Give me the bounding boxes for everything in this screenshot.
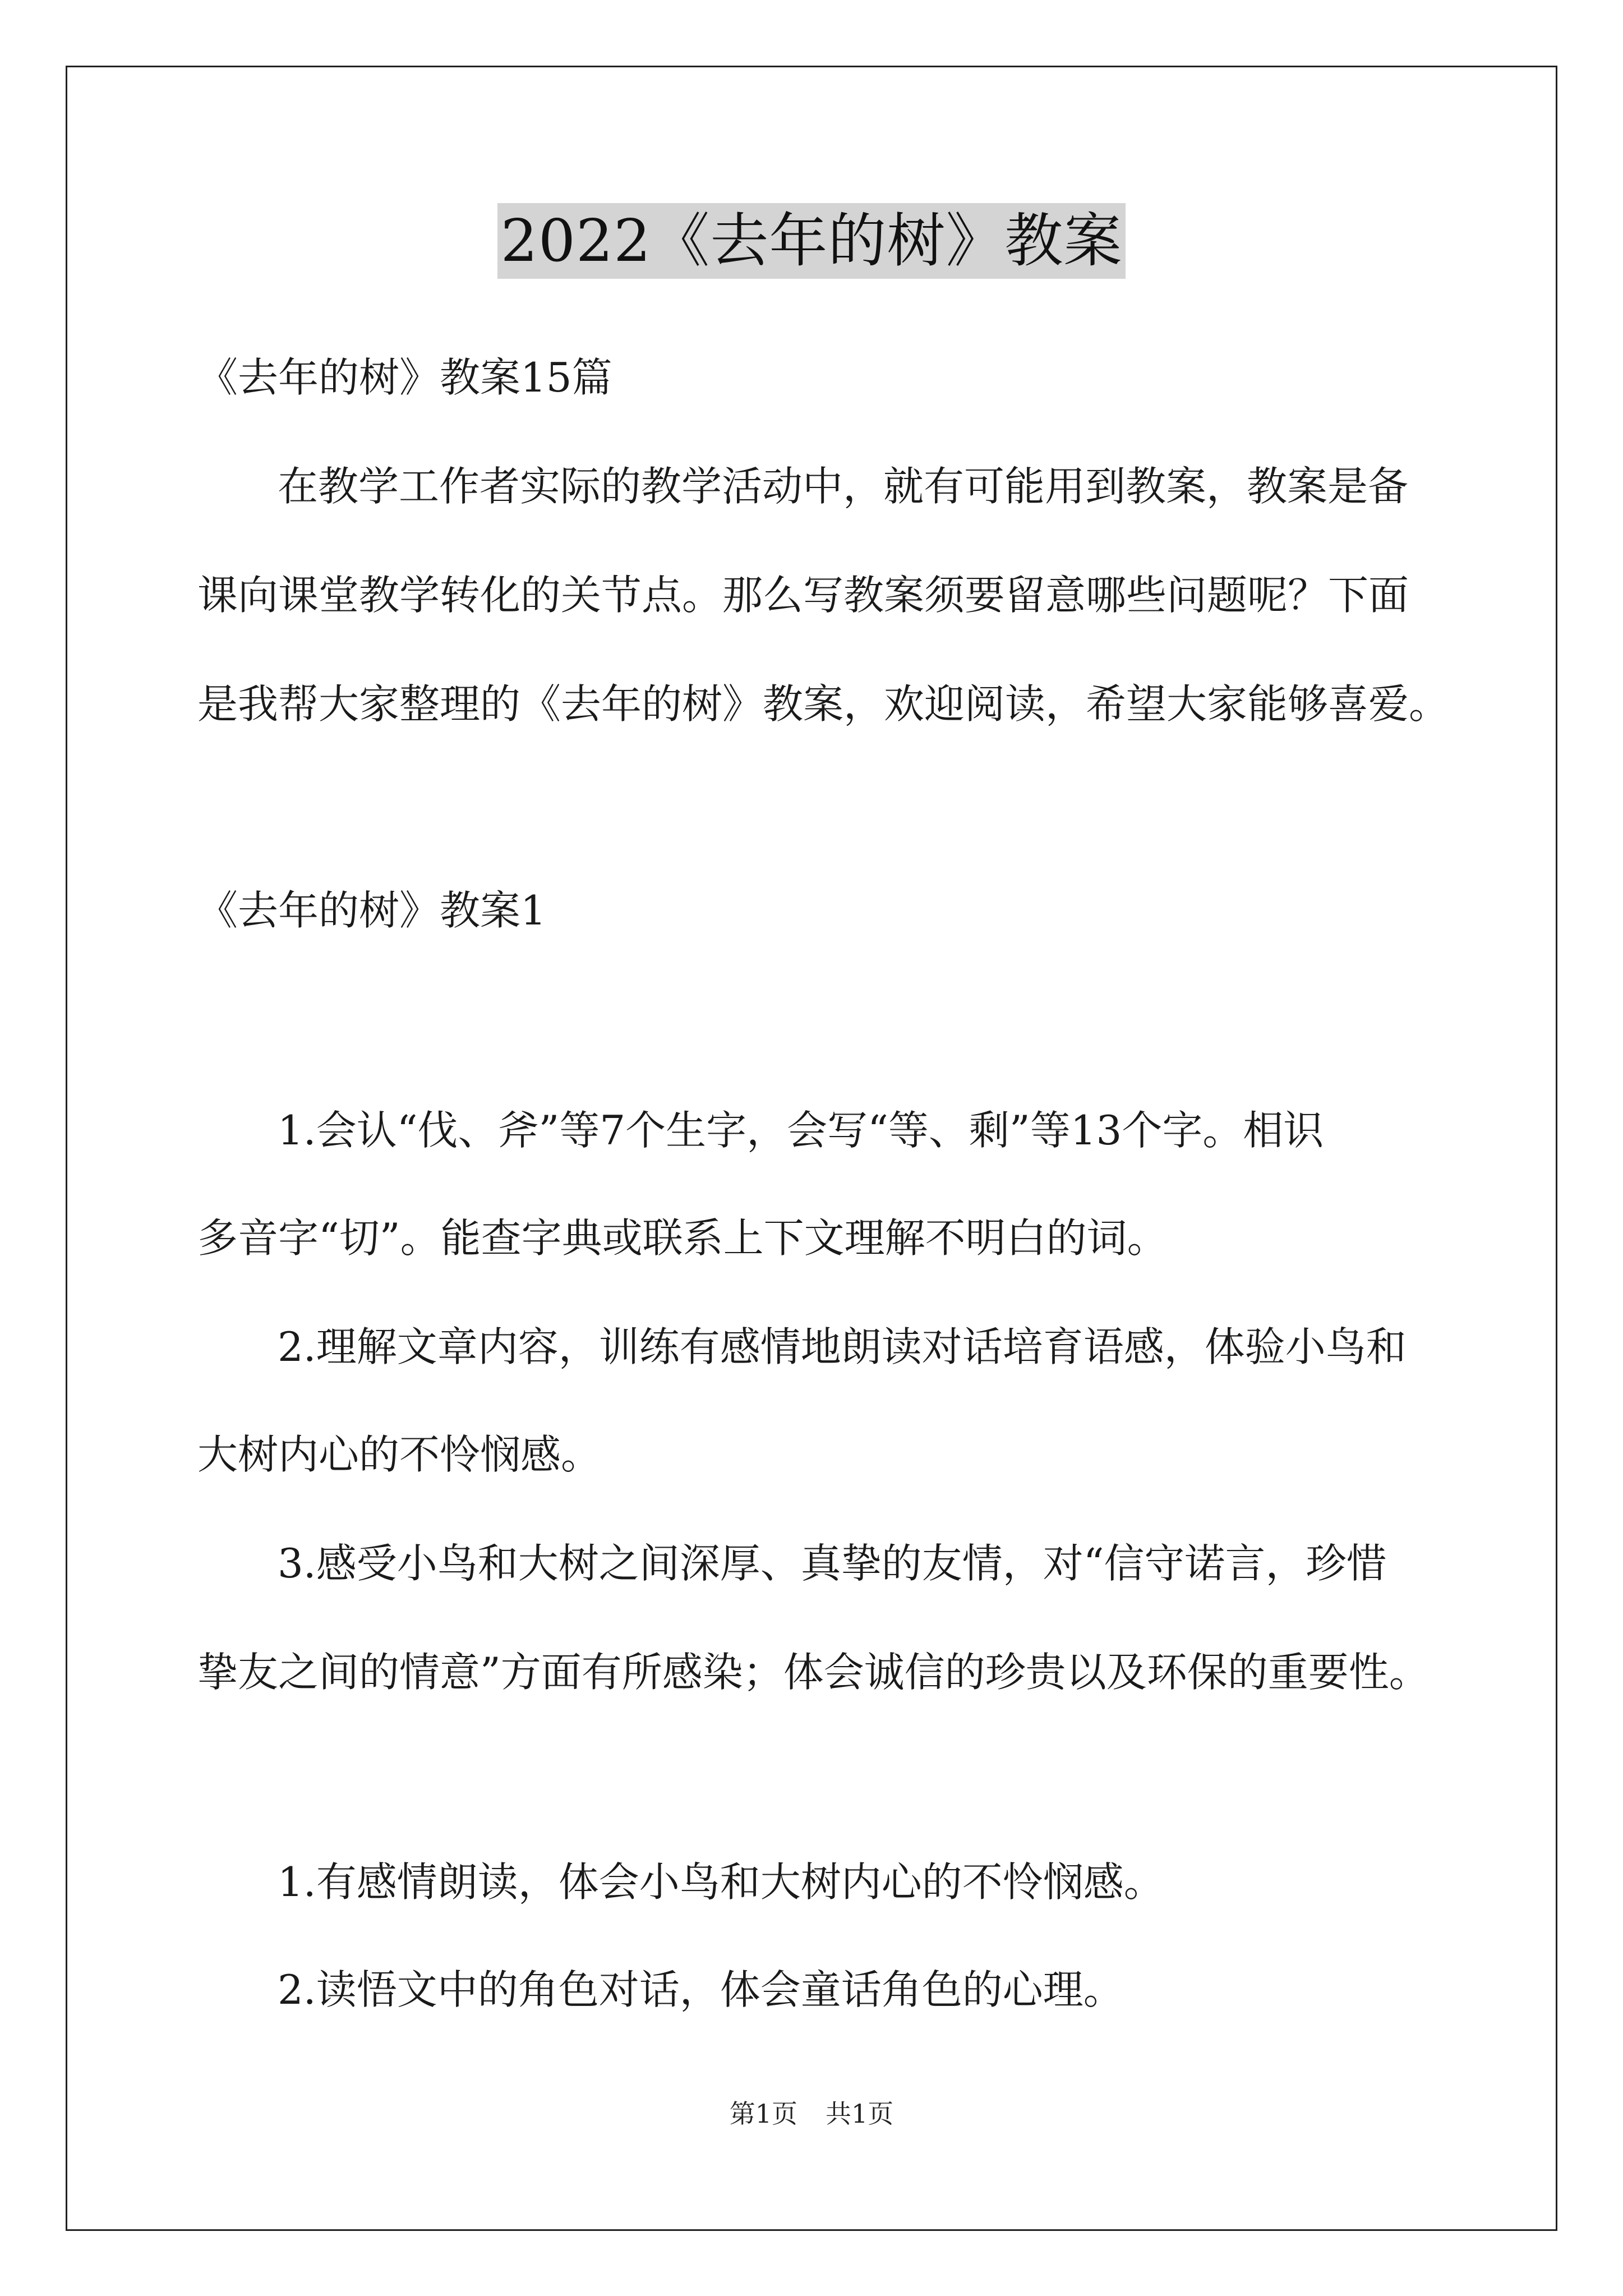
document-subtitle: 《去年的树》教案15篇 bbox=[197, 354, 612, 401]
intro-paragraph-line: 课向课堂教学转化的关节点。那么写教案须要留意哪些问题呢？下面 bbox=[197, 572, 1409, 619]
objective-line: 3.感受小鸟和大树之间深厚、真挚的友情，对“信守诺言，珍惜 bbox=[278, 1540, 1387, 1587]
section-heading: 《去年的树》教案1 bbox=[197, 887, 546, 934]
page-footer bbox=[0, 2097, 1623, 2131]
page-number: 第1页 bbox=[729, 2099, 797, 2129]
intro-paragraph-line: 在教学工作者实际的教学活动中，就有可能用到教案，教案是备 bbox=[278, 463, 1409, 510]
objective-line: 1.会认“伐、斧”等7个生字，会写“等、剩”等13个字。相识 bbox=[278, 1107, 1324, 1154]
objective-line: 2.理解文章内容，训练有感情地朗读对话培育语感，体验小鸟和 bbox=[278, 1323, 1407, 1370]
objective-line: 大树内心的不怜悯感。 bbox=[197, 1431, 602, 1478]
intro-paragraph-line: 是我帮大家整理的《去年的树》教案，欢迎阅读，希望大家能够喜爱。 bbox=[197, 680, 1450, 728]
page-total: 共1页 bbox=[826, 2099, 894, 2129]
objective-line: 挚友之间的情意”方面有所感染；体会诚信的珍贵以及环保的重要性。 bbox=[197, 1649, 1430, 1696]
key-point-line: 2.读悟文中的角色对话，体会童话角色的心理。 bbox=[278, 1966, 1124, 2013]
key-point-line: 1.有感情朗读，体会小鸟和大树内心的不怜悯感。 bbox=[278, 1858, 1164, 1906]
objective-line: 多音字“切”。能查字典或联系上下文理解不明白的词。 bbox=[197, 1214, 1168, 1262]
document-title: 2022《去年的树》教案 bbox=[497, 203, 1126, 279]
title-container bbox=[0, 203, 1623, 279]
